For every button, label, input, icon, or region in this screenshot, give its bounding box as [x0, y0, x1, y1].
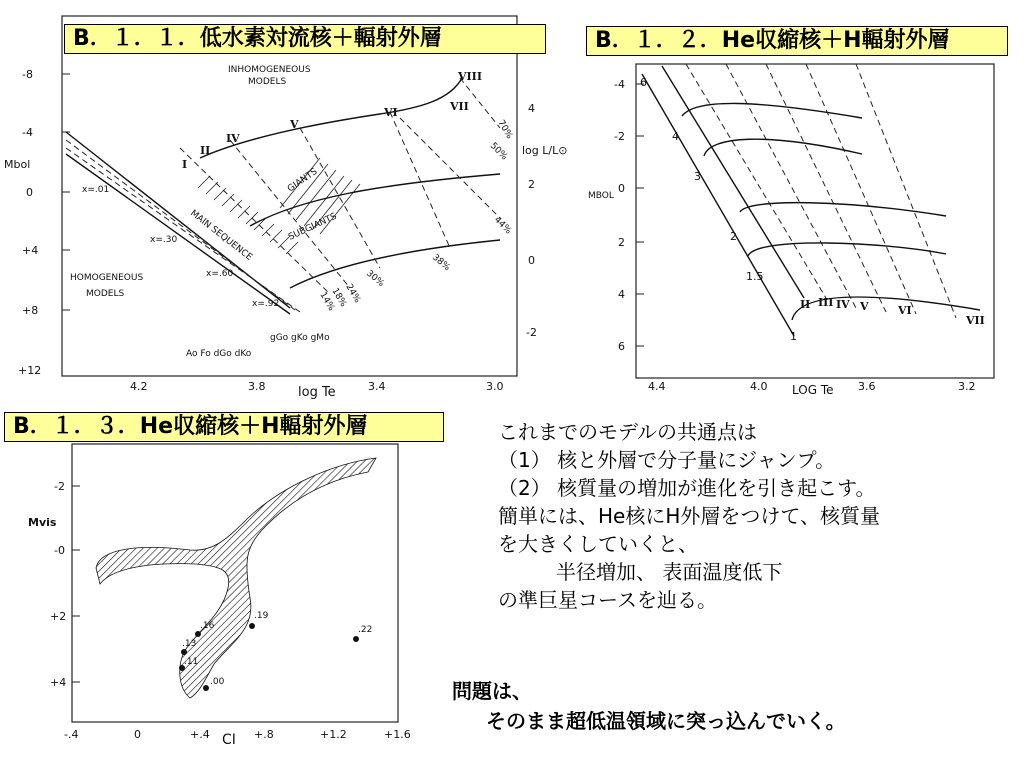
label-subgiants: SUBGIANTS: [287, 211, 339, 243]
y-tick-1: -4: [614, 78, 625, 91]
point-label: .00: [210, 677, 225, 687]
y-tick-3: +2: [50, 610, 67, 623]
roman-label: IV: [226, 132, 240, 145]
y-tick-5: 4: [618, 288, 625, 301]
roman-label: V: [290, 118, 299, 131]
y-tick-4: +4: [50, 676, 67, 689]
y-tick-1: -2: [54, 480, 65, 493]
label-main-sequence: MAIN SEQUENCE: [188, 208, 254, 263]
text-line: （2） 核質量の増加が進化を引き起こす。: [498, 476, 876, 500]
x-tick-4: +.8: [254, 728, 274, 741]
problem-statement: [452, 676, 846, 736]
roman-label: IV: [836, 298, 850, 311]
x-tick-4: 3.0: [486, 380, 504, 393]
roman-label: V: [860, 300, 869, 313]
label-x30: x=.30: [150, 235, 178, 245]
figure-2-hr-diagram: [586, 8, 1024, 400]
label-x60: x=.60: [206, 269, 234, 279]
point-label: .13: [182, 639, 197, 649]
x-tick-3: +.4: [190, 728, 210, 741]
right-tick-1: 4: [528, 102, 535, 115]
label-inhomogeneous: INHOMOGENEOUS: [228, 65, 311, 75]
y-axis-label: Mvis: [28, 516, 57, 529]
x-axis-label: log Te: [298, 385, 336, 400]
figure-3-caption: B．１．３．He収縮核＋H輻射外層: [4, 412, 444, 442]
y-tick-6: 6: [618, 340, 625, 353]
left-ticks: [72, 486, 80, 682]
figure-1-hr-diagram: [0, 8, 568, 400]
x-tick-1: 4.2: [130, 380, 148, 393]
x-tick-1: 4.4: [648, 380, 666, 393]
dashed-lines: [686, 64, 956, 318]
figure-2-caption: B．１．２．He収縮核＋H輻射外層: [586, 26, 1008, 56]
y-tick-4: 2: [618, 236, 625, 249]
y-axis-label: Mbol: [4, 158, 31, 171]
right-tick-2: 2: [528, 178, 535, 191]
point-label: .22: [358, 625, 373, 635]
figure-3-color-magnitude: [0, 408, 450, 768]
x-tick-3: 3.4: [368, 380, 386, 393]
explanation-text: [498, 418, 880, 614]
y-tick-6: +12: [18, 364, 42, 377]
text-line: 半径増加、 表面温度低下: [556, 560, 783, 584]
text-line: を大きくしていくと、: [498, 532, 698, 556]
y-tick-2: -2: [614, 130, 625, 143]
figure-1-caption: B．１．１．低水素対流核＋輻射外層: [64, 24, 546, 54]
right-axis-label: log L/L⊙: [522, 144, 568, 157]
label-x92: x=.92: [252, 299, 280, 309]
x-tick-6: +1.6: [384, 728, 411, 741]
label-homogeneous: HOMOGENEOUS: [70, 273, 144, 283]
label-x01: x=.01: [82, 185, 110, 195]
right-tick-3: 0: [528, 254, 535, 267]
hatched-band: [96, 458, 376, 698]
x-tick-2: 0: [134, 728, 141, 741]
point-label: .11: [184, 657, 199, 667]
point-label: .16: [200, 621, 215, 631]
left-ticks: [62, 74, 70, 310]
x-tick-2: 3.8: [248, 380, 266, 393]
track-label: 3: [694, 170, 701, 183]
roman-label: VIII: [458, 70, 482, 83]
label-models-top: MODELS: [248, 77, 287, 87]
y-tick-3: 0: [618, 182, 625, 195]
right-tick-4: -2: [526, 326, 537, 339]
roman-label: VI: [898, 304, 912, 317]
x-tick-1: -.4: [64, 728, 79, 741]
left-ticks: [636, 84, 644, 346]
roman-label: VII: [450, 100, 469, 113]
figure-1-plot: [0, 8, 568, 400]
label-spectral-row2: Ao Fo dGo dKo: [186, 349, 252, 359]
figure-2-plot: [586, 8, 1024, 400]
y-axis-label: MBOL: [588, 191, 614, 201]
point-label: .19: [254, 611, 269, 621]
problem-heading: 問題は、: [452, 679, 532, 703]
track-label: 1: [790, 330, 797, 343]
x-tick-3: 3.6: [858, 380, 876, 393]
evolution-tracks: [682, 103, 980, 320]
roman-label: II: [200, 144, 211, 157]
y-tick-2: -4: [22, 126, 33, 139]
track-label: 4: [672, 130, 679, 143]
label-p44: 44%: [491, 215, 514, 237]
track-label: 1.5: [746, 270, 764, 283]
x-axis-label: CI: [222, 732, 236, 748]
label-p30: 30%: [364, 268, 386, 290]
figure-3-plot: [0, 408, 450, 768]
text-line: これまでのモデルの共通点は: [498, 420, 757, 444]
y-tick-2: -0: [54, 544, 65, 557]
x-tick-2: 4.0: [750, 380, 768, 393]
text-line: （1） 核と外層で分子量にジャンプ。: [498, 448, 836, 472]
label-p24: 24%: [343, 282, 363, 305]
label-spectral-row1: gGo gKo gMo: [270, 333, 330, 343]
roman-label: VII: [966, 314, 985, 327]
label-p38: 38%: [430, 252, 452, 274]
label-giants: GIANTS: [285, 166, 320, 195]
y-tick-4: +4: [22, 244, 39, 257]
label-p14: 14%: [317, 290, 337, 313]
y-tick-1: -8: [22, 68, 33, 81]
label-p18: 18%: [329, 286, 349, 309]
roman-label: VI: [384, 106, 398, 119]
label-p50: 50%: [487, 141, 510, 163]
problem-body: そのまま超低温領域に突っ込んでいく。: [486, 709, 846, 733]
roman-label: II: [800, 298, 811, 311]
x-tick-4: 3.2: [958, 380, 976, 393]
label-p70: 70%: [495, 118, 515, 141]
roman-label: III: [818, 296, 834, 309]
track-label: 6: [640, 76, 647, 89]
text-line: 簡単には、He核にH外層をつけて、核質量: [498, 504, 880, 528]
x-tick-5: +1.2: [320, 728, 347, 741]
x-axis-label: LOG Te: [792, 383, 834, 397]
roman-label: I: [182, 158, 188, 171]
y-tick-5: +8: [22, 304, 39, 317]
track-label: 2: [730, 230, 737, 243]
text-line: の準巨星コースを辿る。: [498, 588, 717, 612]
hatch-main-sequence: [198, 176, 298, 254]
label-models-bottom: MODELS: [86, 289, 125, 299]
y-tick-3: 0: [26, 186, 33, 199]
